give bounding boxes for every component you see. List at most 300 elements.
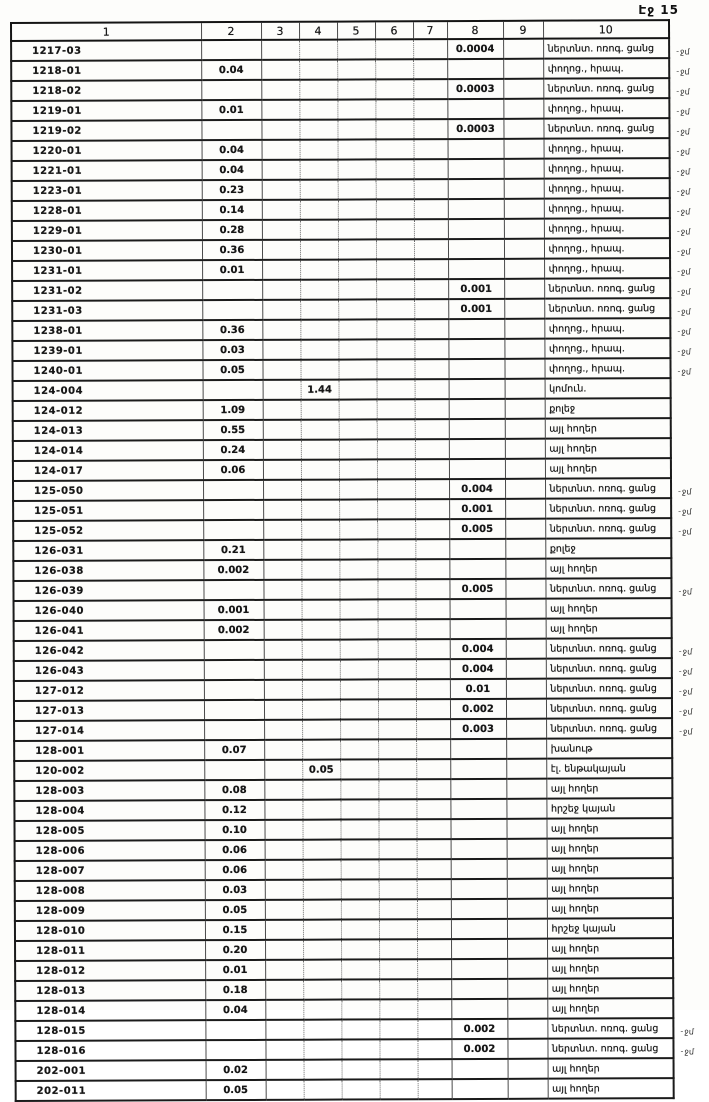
land-use-cell: այլ հողեր [546, 598, 672, 619]
col3-value-cell [264, 700, 302, 720]
col3-value-cell [263, 400, 301, 420]
parcel-code-cell: 1218-01 [11, 60, 201, 81]
col5-value-cell [339, 539, 377, 559]
col7-value-cell [417, 979, 451, 999]
col9-value-cell [503, 59, 543, 79]
col5-value-cell [341, 899, 379, 919]
col6-value-cell [376, 339, 414, 359]
parcel-code-cell: 1229-01 [12, 220, 202, 241]
parcel-code-cell: 1221-01 [12, 160, 202, 181]
col8-value-cell [448, 199, 504, 219]
col2-value-cell [205, 1020, 265, 1040]
col4-value-cell [303, 900, 341, 920]
col8-value-cell [451, 979, 507, 999]
parcel-code-cell: 125-050 [13, 480, 203, 501]
col8-value-cell: 0.001 [449, 499, 505, 519]
margin-mark: - ջմ [673, 226, 691, 236]
col3-value-cell [263, 500, 301, 520]
col3-value-cell [263, 460, 301, 480]
parcel-code-cell: 124-017 [13, 460, 203, 481]
col7-value-cell [416, 719, 450, 739]
col3-value-cell [264, 820, 302, 840]
col2-value-cell [204, 720, 264, 740]
col4-value-cell [300, 240, 338, 260]
col3-value-cell [265, 980, 303, 1000]
col5-value-cell [341, 879, 379, 899]
col3-value-cell [261, 120, 299, 140]
col6-value-cell [377, 399, 415, 419]
col2-value-cell [203, 380, 263, 400]
col8-value-cell [449, 439, 505, 459]
col8-value-cell: 0.003 [450, 719, 506, 739]
parcel-code-cell: 1218-02 [11, 80, 201, 101]
land-use-cell: ներտնտ. ոռոգ. ցանց [545, 478, 671, 499]
col8-value-cell [450, 599, 506, 619]
col6-value-cell [378, 759, 416, 779]
col3-value-cell [264, 660, 302, 680]
margin-annotation-cell [672, 738, 698, 758]
margin-annotation-cell [673, 858, 699, 878]
margin-annotation-cell [670, 218, 696, 238]
col2-value-cell: 0.01 [201, 100, 261, 120]
margin-column-spacer [669, 20, 695, 38]
col5-value-cell [340, 619, 378, 639]
margin-annotation-cell [670, 198, 696, 218]
parcel-code-cell: 128-012 [15, 960, 205, 981]
col3-value-cell [265, 840, 303, 860]
col8-value-cell [452, 1079, 508, 1099]
col4-value-cell [302, 620, 340, 640]
parcel-code-cell: 124-004 [13, 380, 203, 401]
margin-mark: - ջմ [674, 486, 692, 496]
col2-value-cell: 0.06 [203, 460, 263, 480]
margin-annotation-cell [669, 118, 695, 138]
parcel-code-cell: 127-012 [14, 680, 204, 701]
parcel-code-cell: 126-038 [13, 560, 203, 581]
col4-value-cell [302, 680, 340, 700]
col9-value-cell [503, 79, 543, 99]
column-header-5: 5 [337, 21, 375, 39]
parcel-code-cell: 128-004 [14, 800, 204, 821]
col9-value-cell [504, 219, 544, 239]
col6-value-cell [376, 139, 414, 159]
col5-value-cell [340, 779, 378, 799]
margin-annotation-cell [669, 38, 695, 58]
col7-value-cell [414, 179, 448, 199]
margin-mark: - ջմ [672, 86, 690, 96]
col2-value-cell: 0.10 [204, 820, 264, 840]
col8-value-cell [451, 839, 507, 859]
land-use-cell: կոմուն. [545, 378, 671, 399]
col4-value-cell [300, 200, 338, 220]
col5-value-cell [339, 439, 377, 459]
land-use-cell: այլ հողեր [548, 1078, 674, 1099]
col2-value-cell [201, 80, 261, 100]
col3-value-cell [265, 1040, 303, 1060]
col6-value-cell [376, 179, 414, 199]
col6-value-cell [379, 979, 417, 999]
col5-value-cell [338, 199, 376, 219]
col3-value-cell [265, 900, 303, 920]
col7-value-cell [416, 799, 450, 819]
margin-annotation-cell [673, 838, 699, 858]
parcel-code-cell: 1230-01 [12, 240, 202, 261]
col8-value-cell [448, 139, 504, 159]
land-use-cell: ներտնտ. ոռոգ. ցանց [547, 1018, 673, 1039]
col8-value-cell [451, 879, 507, 899]
margin-mark: - ջմ [675, 726, 693, 736]
col8-value-cell [448, 259, 504, 279]
col4-value-cell [301, 560, 339, 580]
col4-value-cell [302, 640, 340, 660]
col4-value-cell [300, 260, 338, 280]
land-use-cell: փողոց., հրապ. [544, 178, 670, 199]
col8-value-cell [448, 359, 504, 379]
col8-value-cell [448, 219, 504, 239]
col2-value-cell: 0.01 [205, 960, 265, 980]
col2-value-cell [204, 680, 264, 700]
col6-value-cell [379, 939, 417, 959]
col3-value-cell [264, 600, 302, 620]
col7-value-cell [417, 959, 451, 979]
col5-value-cell [338, 259, 376, 279]
col4-value-cell [300, 340, 338, 360]
col4-value-cell [299, 80, 337, 100]
margin-annotation-cell [673, 1038, 699, 1058]
parcel-code-cell: 1231-01 [12, 260, 202, 281]
land-use-cell: փողոց., հրապ. [544, 238, 670, 259]
col2-value-cell: 0.20 [205, 940, 265, 960]
col6-value-cell [376, 219, 414, 239]
col3-value-cell [261, 80, 299, 100]
col5-value-cell [342, 1079, 380, 1099]
col6-value-cell [378, 719, 416, 739]
col8-value-cell: 0.001 [448, 299, 504, 319]
col2-value-cell: 0.04 [202, 140, 262, 160]
col6-value-cell [375, 99, 413, 119]
land-use-cell: այլ հողեր [547, 958, 673, 979]
col2-value-cell: 0.07 [204, 740, 264, 760]
col2-value-cell: 0.03 [202, 340, 262, 360]
margin-annotation-cell [670, 358, 696, 378]
col2-value-cell: 0.36 [202, 240, 262, 260]
col3-value-cell [262, 320, 300, 340]
land-use-cell: ներտնտ. ոռոգ. ցանց [547, 1038, 673, 1059]
parcel-code-cell: 1223-01 [12, 180, 202, 201]
col6-value-cell [378, 819, 416, 839]
parcel-code-cell: 126-040 [14, 600, 204, 621]
col7-value-cell [416, 739, 450, 759]
land-use-cell: փողոց., հրապ. [544, 338, 670, 359]
col6-value-cell [379, 839, 417, 859]
col5-value-cell [339, 399, 377, 419]
table-row [16, 1078, 700, 1101]
column-header-3: 3 [261, 22, 299, 40]
parcel-code-cell: 128-006 [15, 840, 205, 861]
col7-value-cell [415, 539, 449, 559]
col3-value-cell [264, 740, 302, 760]
col9-value-cell [506, 639, 546, 659]
col4-value-cell [300, 320, 338, 340]
col9-value-cell [507, 859, 547, 879]
parcel-code-cell: 124-014 [13, 440, 203, 461]
parcel-code-cell: 128-015 [15, 1020, 205, 1041]
col4-value-cell [303, 1040, 341, 1060]
col9-value-cell [507, 999, 547, 1019]
margin-mark: - ջմ [676, 1026, 694, 1036]
margin-annotation-cell [671, 438, 697, 458]
col3-value-cell [262, 360, 300, 380]
col9-value-cell [504, 199, 544, 219]
col6-value-cell [379, 919, 417, 939]
col7-value-cell [413, 79, 447, 99]
parcel-code-cell: 1238-01 [12, 320, 202, 341]
col4-value-cell [299, 120, 337, 140]
col5-value-cell [341, 939, 379, 959]
parcel-code-cell: 128-003 [14, 780, 204, 801]
parcel-code-cell: 126-043 [14, 660, 204, 681]
col3-value-cell [264, 760, 302, 780]
land-use-cell: խանութ [546, 738, 672, 759]
land-use-cell: այլ հողեր [546, 618, 672, 639]
col2-value-cell [201, 40, 261, 60]
col6-value-cell [377, 559, 415, 579]
margin-annotation-cell [673, 978, 699, 998]
col7-value-cell [413, 39, 447, 59]
parcel-code-cell: 128-016 [15, 1040, 205, 1061]
column-header-4: 4 [299, 22, 337, 40]
col2-value-cell: 0.12 [204, 800, 264, 820]
col7-value-cell [415, 519, 449, 539]
margin-annotation-cell [674, 1078, 700, 1098]
col3-value-cell [263, 560, 301, 580]
land-use-cell: փողոց., հրապ. [544, 158, 670, 179]
col8-value-cell [449, 559, 505, 579]
margin-mark: - ջմ [672, 46, 690, 56]
margin-mark: - ջմ [672, 146, 690, 156]
col8-value-cell: 0.005 [449, 519, 505, 539]
margin-annotation-cell [671, 478, 697, 498]
land-use-cell: փողոց., հրապ. [544, 318, 670, 339]
margin-mark: - ջմ [672, 106, 690, 116]
col7-value-cell [416, 699, 450, 719]
col5-value-cell [340, 799, 378, 819]
col3-value-cell [265, 960, 303, 980]
margin-annotation-cell [670, 138, 696, 158]
parcel-code-cell: 202-011 [16, 1080, 206, 1101]
col4-value-cell [299, 40, 337, 60]
col2-value-cell: 0.06 [205, 840, 265, 860]
margin-annotation-cell [672, 618, 698, 638]
col9-value-cell [506, 679, 546, 699]
land-use-cell: այլ հողեր [547, 838, 673, 859]
col7-value-cell [414, 259, 448, 279]
col6-value-cell [377, 519, 415, 539]
margin-mark: - ջմ [676, 1046, 694, 1056]
col4-value-cell [301, 500, 339, 520]
parcel-code-cell: 128-011 [15, 940, 205, 961]
col3-value-cell [264, 640, 302, 660]
margin-mark: - ջմ [673, 246, 691, 256]
land-use-cell: ներտնտ. ոռոգ. ցանց [544, 278, 670, 299]
col6-value-cell [379, 1039, 417, 1059]
col4-value-cell [302, 700, 340, 720]
col4-value-cell [302, 800, 340, 820]
margin-annotation-cell [670, 258, 696, 278]
col3-value-cell [265, 940, 303, 960]
col8-value-cell [451, 859, 507, 879]
col6-value-cell [376, 159, 414, 179]
col6-value-cell [379, 1019, 417, 1039]
land-use-cell: փողոց., հրապ. [543, 58, 669, 79]
col8-value-cell: 0.005 [449, 579, 505, 599]
column-header-9: 9 [503, 21, 543, 39]
col7-value-cell [414, 199, 448, 219]
col9-value-cell [504, 279, 544, 299]
col2-value-cell: 0.01 [202, 260, 262, 280]
margin-annotation-cell [673, 998, 699, 1018]
col9-value-cell [503, 119, 543, 139]
parcel-code-cell: 124-013 [13, 420, 203, 441]
col2-value-cell: 0.18 [205, 980, 265, 1000]
col8-value-cell [448, 179, 504, 199]
col4-value-cell [303, 880, 341, 900]
col7-value-cell [413, 59, 447, 79]
col9-value-cell [503, 39, 543, 59]
col3-value-cell [264, 780, 302, 800]
col9-value-cell [506, 799, 546, 819]
col6-value-cell [375, 119, 413, 139]
margin-annotation-cell [670, 158, 696, 178]
col5-value-cell [340, 639, 378, 659]
col2-value-cell: 0.36 [202, 320, 262, 340]
col7-value-cell [416, 779, 450, 799]
col9-value-cell [506, 779, 546, 799]
col8-value-cell [448, 239, 504, 259]
col4-value-cell [300, 300, 338, 320]
col9-value-cell [504, 359, 544, 379]
land-use-cell: այլ հողեր [547, 878, 673, 899]
parcel-code-cell: 128-008 [15, 880, 205, 901]
col9-value-cell [504, 259, 544, 279]
margin-annotation-cell [672, 698, 698, 718]
col8-value-cell [448, 339, 504, 359]
col5-value-cell [338, 159, 376, 179]
margin-annotation-cell [670, 178, 696, 198]
col8-value-cell [451, 959, 507, 979]
col7-value-cell [416, 819, 450, 839]
margin-annotation-cell [669, 78, 695, 98]
col5-value-cell [338, 139, 376, 159]
col3-value-cell [262, 240, 300, 260]
col5-value-cell [339, 479, 377, 499]
margin-annotation-cell [672, 798, 698, 818]
col6-value-cell [378, 779, 416, 799]
col8-value-cell [450, 759, 506, 779]
col9-value-cell [507, 1039, 547, 1059]
col8-value-cell [450, 819, 506, 839]
col8-value-cell: 0.004 [450, 659, 506, 679]
col6-value-cell [378, 739, 416, 759]
parcel-code-cell: 125-051 [13, 500, 203, 521]
parcel-code-cell: 126-039 [13, 580, 203, 601]
column-header-6: 6 [375, 21, 413, 39]
col5-value-cell [340, 719, 378, 739]
col8-value-cell [449, 419, 505, 439]
col6-value-cell [379, 899, 417, 919]
col8-value-cell: 0.002 [450, 699, 506, 719]
col8-value-cell: 0.002 [451, 1039, 507, 1059]
column-header-7: 7 [413, 21, 447, 39]
col6-value-cell [377, 419, 415, 439]
margin-annotation-cell [671, 538, 697, 558]
col8-value-cell [450, 739, 506, 759]
col7-value-cell [415, 459, 449, 479]
col3-value-cell [265, 1000, 303, 1020]
col9-value-cell [505, 439, 545, 459]
col9-value-cell [505, 499, 545, 519]
land-use-cell: հրշեջ կայան [546, 798, 672, 819]
land-use-cell: այլ հողեր [547, 998, 673, 1019]
col5-value-cell [338, 299, 376, 319]
col9-value-cell [506, 759, 546, 779]
col4-value-cell [302, 720, 340, 740]
land-use-cell: էլ. ենթակայան [546, 758, 672, 779]
col3-value-cell [261, 60, 299, 80]
col8-value-cell [450, 619, 506, 639]
col4-value-cell [301, 580, 339, 600]
land-use-cell: փողոց., հրապ. [543, 98, 669, 119]
col4-value-cell [300, 360, 338, 380]
col2-value-cell: 0.05 [202, 360, 262, 380]
col6-value-cell [379, 959, 417, 979]
margin-mark: - ջմ [674, 506, 692, 516]
col4-value-cell [301, 440, 339, 460]
parcel-code-cell: 128-013 [15, 980, 205, 1001]
margin-mark: - ջմ [674, 586, 692, 596]
col7-value-cell [415, 479, 449, 499]
col7-value-cell [414, 279, 448, 299]
col5-value-cell [341, 999, 379, 1019]
col8-value-cell [449, 539, 505, 559]
margin-annotation-cell [670, 298, 696, 318]
col2-value-cell [203, 520, 263, 540]
parcel-code-cell: 128-010 [15, 920, 205, 941]
col5-value-cell [341, 919, 379, 939]
col2-value-cell [202, 300, 262, 320]
parcel-code-cell: 126-041 [14, 620, 204, 641]
col2-value-cell: 0.03 [205, 880, 265, 900]
margin-mark: - ջմ [675, 686, 693, 696]
col2-value-cell [203, 580, 263, 600]
margin-mark: - ջմ [674, 526, 692, 536]
col9-value-cell [505, 419, 545, 439]
parcel-code-cell: 125-052 [13, 520, 203, 541]
margin-annotation-cell [671, 398, 697, 418]
margin-annotation-cell [673, 958, 699, 978]
col5-value-cell [339, 419, 377, 439]
col8-value-cell [448, 159, 504, 179]
col2-value-cell [204, 760, 264, 780]
col9-value-cell [505, 479, 545, 499]
col3-value-cell [264, 680, 302, 700]
col8-value-cell [451, 939, 507, 959]
margin-mark: - ջմ [674, 646, 692, 656]
col4-value-cell: 0.05 [302, 760, 340, 780]
col5-value-cell [338, 239, 376, 259]
margin-annotation-cell [673, 878, 699, 898]
col4-value-cell [303, 920, 341, 940]
